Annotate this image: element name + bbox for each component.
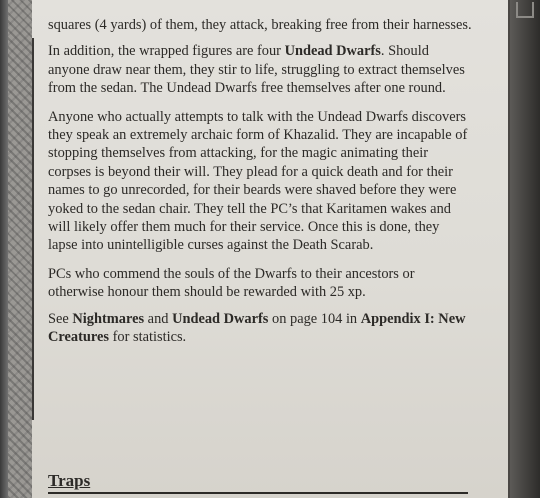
statistics-text: for statistics. <box>109 329 187 346</box>
term-nightmares: Nightmares <box>72 310 145 327</box>
term-appendix: Appendix I: New Creatures <box>48 310 466 346</box>
term-undead-dwarfs: Undead Dwarfs <box>284 43 381 60</box>
paragraph-harnesses: squares (4 yards) of them, they attack, breaking free from their harnesses. <box>48 17 472 33</box>
paragraph-wrapped-rest: . Should anyone draw near them, they stir to life, struggling to extract themselves from the sedan. The Undead Dwarfs free themselves after one round. <box>48 43 465 97</box>
paragraph-khazalid: Anyone who actually attempts to talk with the Undead Dwarfs discovers they speak an extremely archaic form of Khazalid. They are incapable of stopping themselves from attacking, for the magic animating their corpses is beyond their will. They plead for a quick death and for their names to go unrecorded, for their beards were shaved before they were yoked to the sedan chair. They tell the PC’s that Karitamen wakes and will likely offer them much for their service. Once this is done, they lapse into unintelligible curses against the Death Scarab. <box>48 108 468 254</box>
see-text: See <box>48 310 73 327</box>
right-page-edge <box>510 0 540 498</box>
page-ref-text: on page 104 in <box>268 310 361 327</box>
paragraph-see-also <box>48 310 472 347</box>
body-text <box>48 16 472 357</box>
section-heading-text: Traps <box>48 471 91 490</box>
paragraph-wrapped-figures <box>48 42 472 97</box>
side-illustration-border <box>8 0 32 498</box>
and-text: and <box>144 310 173 327</box>
paragraph-reward: PCs who commend the souls of the Dwarfs to their ancestors or otherwise honour them should be rewarded with 25 xp. <box>48 265 415 301</box>
section-heading-traps <box>48 470 468 494</box>
paragraph-wrapped-intro: In addition, the wrapped figures are four <box>48 43 285 60</box>
term-undead-dwarfs-ref: Undead Dwarfs <box>172 310 269 327</box>
page-corner-mark <box>516 2 534 18</box>
left-page-edge <box>0 0 8 498</box>
